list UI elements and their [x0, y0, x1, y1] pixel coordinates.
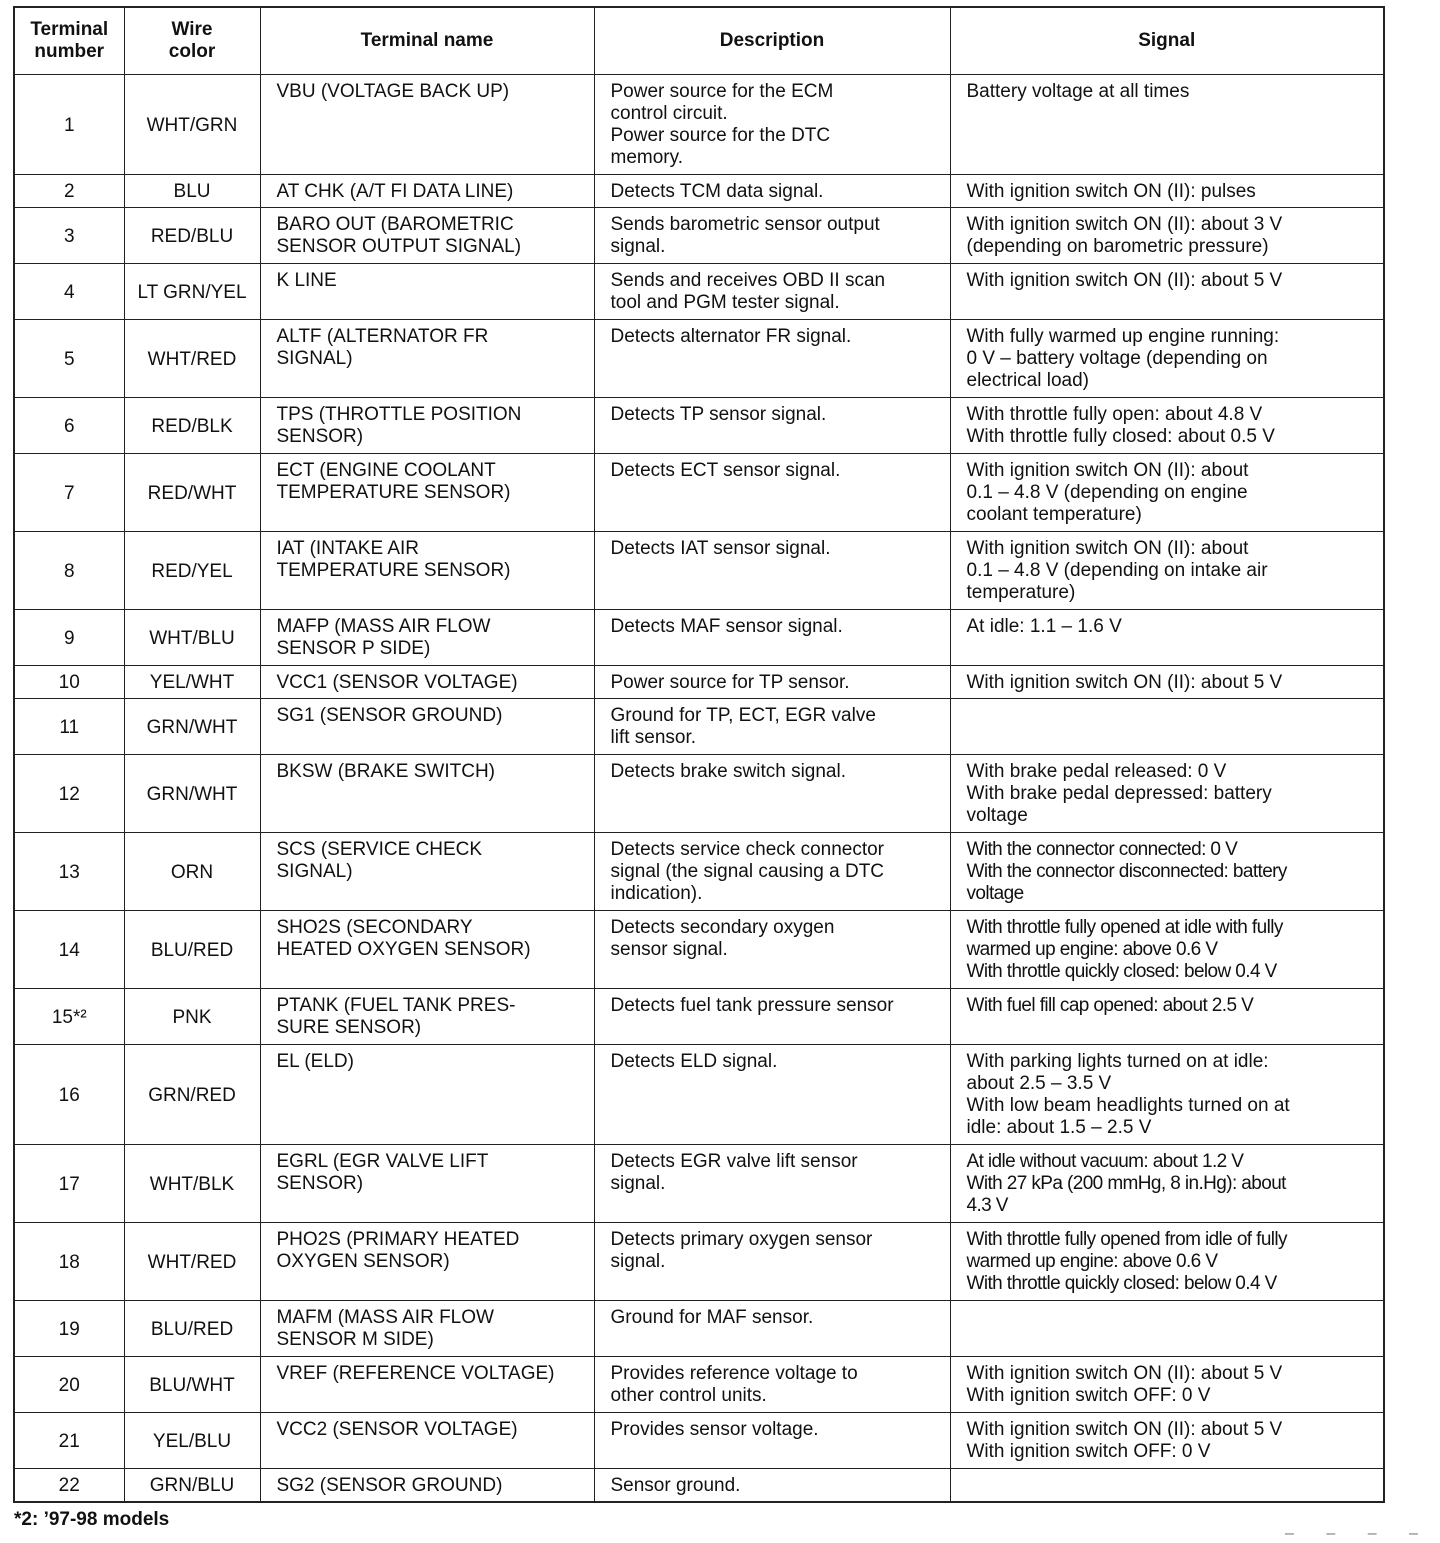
terminal-number-cell: 3: [14, 208, 124, 264]
wire-color-cell: LT GRN/YEL: [124, 264, 260, 320]
table-row: [14, 398, 1384, 454]
signal-cell: With throttle fully opened from idle of fully warmed up engine: above 0.6 V With throttle quickly closed: below 0.4 V: [950, 1223, 1384, 1301]
description-cell: Detects primary oxygen sensor signal.: [594, 1223, 950, 1301]
wire-color-cell: WHT/GRN: [124, 75, 260, 175]
header-description: Description: [594, 7, 950, 75]
signal-cell: With ignition switch ON (II): about 5 V: [950, 666, 1384, 699]
signal-cell: With ignition switch ON (II): about 0.1 – 4.8 V (depending on intake air temperature): [950, 532, 1384, 610]
wire-color-cell: BLU/RED: [124, 911, 260, 989]
wire-color-cell: GRN/RED: [124, 1045, 260, 1145]
scan-artifact: – – – –: [1285, 1525, 1432, 1542]
table-row: [14, 1223, 1384, 1301]
wire-color-cell: WHT/BLK: [124, 1145, 260, 1223]
description-cell: Detects MAF sensor signal.: [594, 610, 950, 666]
terminal-number-cell: 7: [14, 454, 124, 532]
table-row: [14, 320, 1384, 398]
description-cell: Provides sensor voltage.: [594, 1413, 950, 1469]
wire-color-cell: GRN/WHT: [124, 699, 260, 755]
description-cell: Sends barometric sensor output signal.: [594, 208, 950, 264]
terminal-name-cell: SG1 (SENSOR GROUND): [260, 699, 594, 755]
table-row: [14, 75, 1384, 175]
description-cell: Provides reference voltage to other control units.: [594, 1357, 950, 1413]
description-cell: Power source for TP sensor.: [594, 666, 950, 699]
terminal-name-cell: EGRL (EGR VALVE LIFT SENSOR): [260, 1145, 594, 1223]
terminal-name-cell: PHO2S (PRIMARY HEATED OXYGEN SENSOR): [260, 1223, 594, 1301]
terminal-name-cell: SHO2S (SECONDARY HEATED OXYGEN SENSOR): [260, 911, 594, 989]
terminal-number-cell: 19: [14, 1301, 124, 1357]
table-row: [14, 1045, 1384, 1145]
wire-color-cell: WHT/RED: [124, 1223, 260, 1301]
header-terminal-name: Terminal name: [260, 7, 594, 75]
terminal-name-cell: IAT (INTAKE AIR TEMPERATURE SENSOR): [260, 532, 594, 610]
terminal-name-cell: PTANK (FUEL TANK PRES- SURE SENSOR): [260, 989, 594, 1045]
signal-cell: [950, 1469, 1384, 1503]
description-cell: Detects ELD signal.: [594, 1045, 950, 1145]
terminal-name-cell: EL (ELD): [260, 1045, 594, 1145]
signal-cell: With ignition switch ON (II): about 5 V With ignition switch OFF: 0 V: [950, 1413, 1384, 1469]
table-row: [14, 1357, 1384, 1413]
terminal-name-cell: ECT (ENGINE COOLANT TEMPERATURE SENSOR): [260, 454, 594, 532]
terminal-name-cell: MAFM (MASS AIR FLOW SENSOR M SIDE): [260, 1301, 594, 1357]
wire-color-cell: GRN/WHT: [124, 755, 260, 833]
description-cell: Power source for the ECM control circuit. Power source for the DTC memory.: [594, 75, 950, 175]
terminal-table: [13, 6, 1385, 1503]
description-cell: Detects brake switch signal.: [594, 755, 950, 833]
description-cell: Sends and receives OBD II scan tool and PGM tester signal.: [594, 264, 950, 320]
signal-cell: [950, 1301, 1384, 1357]
terminal-name-cell: ALTF (ALTERNATOR FR SIGNAL): [260, 320, 594, 398]
header-signal: Signal: [950, 7, 1384, 75]
table-row: [14, 454, 1384, 532]
signal-cell: At idle: 1.1 – 1.6 V: [950, 610, 1384, 666]
table-row: [14, 1301, 1384, 1357]
terminal-number-cell: 18: [14, 1223, 124, 1301]
signal-cell: With fully warmed up engine running: 0 V – battery voltage (depending on electrical load): [950, 320, 1384, 398]
wire-color-cell: BLU/RED: [124, 1301, 260, 1357]
terminal-name-cell: VCC1 (SENSOR VOLTAGE): [260, 666, 594, 699]
wire-color-cell: GRN/BLU: [124, 1469, 260, 1503]
terminal-number-cell: 21: [14, 1413, 124, 1469]
description-cell: Detects secondary oxygen sensor signal.: [594, 911, 950, 989]
terminal-name-cell: TPS (THROTTLE POSITION SENSOR): [260, 398, 594, 454]
terminal-number-cell: 5: [14, 320, 124, 398]
signal-cell: [950, 699, 1384, 755]
terminal-number-cell: 12: [14, 755, 124, 833]
description-cell: Detects IAT sensor signal.: [594, 532, 950, 610]
terminal-number-cell: 8: [14, 532, 124, 610]
terminal-name-cell: SCS (SERVICE CHECK SIGNAL): [260, 833, 594, 911]
table-row: [14, 1469, 1384, 1503]
terminal-number-cell: 17: [14, 1145, 124, 1223]
wire-color-cell: YEL/BLU: [124, 1413, 260, 1469]
signal-cell: With ignition switch ON (II): about 5 V: [950, 264, 1384, 320]
terminal-name-cell: K LINE: [260, 264, 594, 320]
wire-color-cell: RED/WHT: [124, 454, 260, 532]
signal-cell: With ignition switch ON (II): about 0.1 – 4.8 V (depending on engine coolant temperature): [950, 454, 1384, 532]
signal-cell: With fuel fill cap opened: about 2.5 V: [950, 989, 1384, 1045]
table-row: [14, 699, 1384, 755]
description-cell: Detects TP sensor signal.: [594, 398, 950, 454]
description-cell: Ground for MAF sensor.: [594, 1301, 950, 1357]
signal-cell: With brake pedal released: 0 V With brake pedal depressed: battery voltage: [950, 755, 1384, 833]
terminal-number-cell: 13: [14, 833, 124, 911]
signal-cell: With ignition switch ON (II): about 3 V (depending on barometric pressure): [950, 208, 1384, 264]
wire-color-cell: BLU/WHT: [124, 1357, 260, 1413]
header-wire-color: Wire color: [124, 7, 260, 75]
terminal-number-cell: 11: [14, 699, 124, 755]
table-row: [14, 1145, 1384, 1223]
terminal-number-cell: 2: [14, 175, 124, 208]
table-row: [14, 911, 1384, 989]
description-cell: Detects alternator FR signal.: [594, 320, 950, 398]
table-row: [14, 208, 1384, 264]
terminal-number-cell: 1: [14, 75, 124, 175]
wire-color-cell: YEL/WHT: [124, 666, 260, 699]
description-cell: Ground for TP, ECT, EGR valve lift sensor.: [594, 699, 950, 755]
signal-cell: Battery voltage at all times: [950, 75, 1384, 175]
table-row: [14, 666, 1384, 699]
table-row: [14, 989, 1384, 1045]
description-cell: Detects service check connector signal (the signal causing a DTC indication).: [594, 833, 950, 911]
table-row: [14, 610, 1384, 666]
description-cell: Detects ECT sensor signal.: [594, 454, 950, 532]
terminal-name-cell: BKSW (BRAKE SWITCH): [260, 755, 594, 833]
table-row: [14, 532, 1384, 610]
description-cell: Detects fuel tank pressure sensor: [594, 989, 950, 1045]
description-cell: Detects TCM data signal.: [594, 175, 950, 208]
wire-color-cell: WHT/BLU: [124, 610, 260, 666]
signal-cell: With ignition switch ON (II): pulses: [950, 175, 1384, 208]
terminal-number-cell: 20: [14, 1357, 124, 1413]
table-row: [14, 1413, 1384, 1469]
header-terminal-number: Terminal number: [14, 7, 124, 75]
description-cell: Sensor ground.: [594, 1469, 950, 1503]
footnote: *2: ’97-98 models: [14, 1509, 170, 1530]
terminal-number-cell: 6: [14, 398, 124, 454]
signal-cell: With parking lights turned on at idle: about 2.5 – 3.5 V With low beam headlights turned on at idle: about 1.5 – 2.5 V: [950, 1045, 1384, 1145]
wire-color-cell: WHT/RED: [124, 320, 260, 398]
wire-color-cell: RED/BLU: [124, 208, 260, 264]
signal-cell: With the connector connected: 0 V With the connector disconnected: battery voltage: [950, 833, 1384, 911]
terminal-number-cell: 4: [14, 264, 124, 320]
wire-color-cell: PNK: [124, 989, 260, 1045]
terminal-name-cell: VBU (VOLTAGE BACK UP): [260, 75, 594, 175]
description-cell: Detects EGR valve lift sensor signal.: [594, 1145, 950, 1223]
wire-color-cell: BLU: [124, 175, 260, 208]
terminal-name-cell: MAFP (MASS AIR FLOW SENSOR P SIDE): [260, 610, 594, 666]
signal-cell: At idle without vacuum: about 1.2 V With 27 kPa (200 mmHg, 8 in.Hg): about 4.3 V: [950, 1145, 1384, 1223]
wire-color-cell: RED/BLK: [124, 398, 260, 454]
terminal-number-cell: 14: [14, 911, 124, 989]
terminal-name-cell: BARO OUT (BAROMETRIC SENSOR OUTPUT SIGNAL): [260, 208, 594, 264]
terminal-name-cell: VREF (REFERENCE VOLTAGE): [260, 1357, 594, 1413]
terminal-number-cell: 16: [14, 1045, 124, 1145]
terminal-number-cell: 9: [14, 610, 124, 666]
terminal-number-cell: 15*²: [14, 989, 124, 1045]
signal-cell: With ignition switch ON (II): about 5 V With ignition switch OFF: 0 V: [950, 1357, 1384, 1413]
terminal-name-cell: VCC2 (SENSOR VOLTAGE): [260, 1413, 594, 1469]
table-row: [14, 833, 1384, 911]
table-row: [14, 755, 1384, 833]
signal-cell: With throttle fully open: about 4.8 V With throttle fully closed: about 0.5 V: [950, 398, 1384, 454]
terminal-name-cell: AT CHK (A/T FI DATA LINE): [260, 175, 594, 208]
terminal-number-cell: 10: [14, 666, 124, 699]
wire-color-cell: RED/YEL: [124, 532, 260, 610]
wire-color-cell: ORN: [124, 833, 260, 911]
table-header-row: [14, 7, 1384, 75]
terminal-name-cell: SG2 (SENSOR GROUND): [260, 1469, 594, 1503]
table-row: [14, 175, 1384, 208]
signal-cell: With throttle fully opened at idle with fully warmed up engine: above 0.6 V With throttle quickly closed: below 0.4 V: [950, 911, 1384, 989]
table-row: [14, 264, 1384, 320]
terminal-number-cell: 22: [14, 1469, 124, 1503]
